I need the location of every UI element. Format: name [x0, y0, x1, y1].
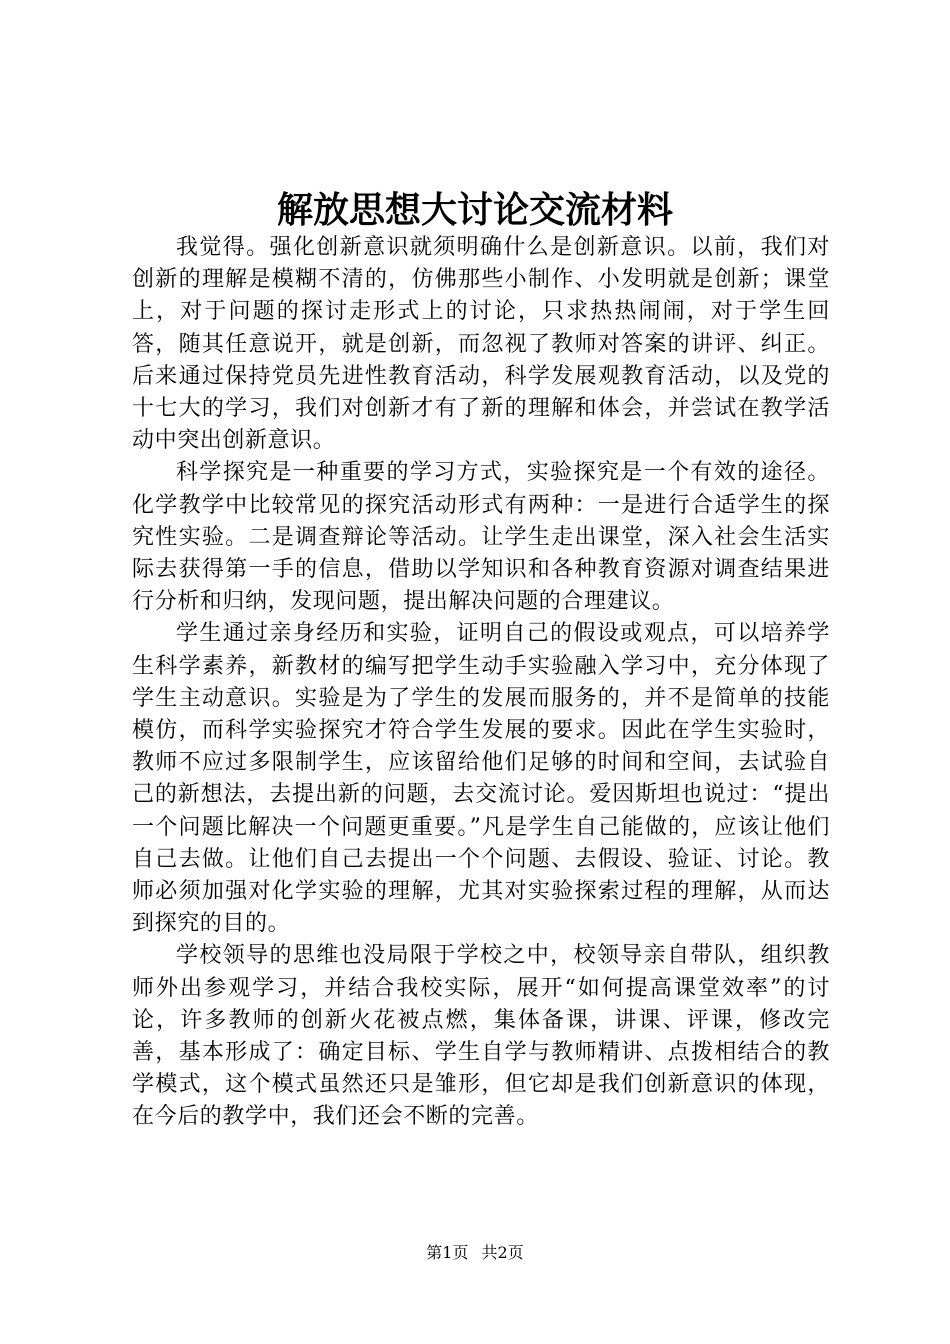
document-title: 解放思想大讨论交流材料 — [276, 189, 673, 231]
paragraph-3: 学生通过亲身经历和实验，证明自己的假设或观点，可以培养学生科学素养，新教材的编写把学生动手实验融入学习中，充分体现了学生主动意识。实验是为了学生的发展而服务的，并不是简单的技能模仿，而科学实验探究才符合学生发展的要求。因此在学生实验时，教师不应过多限制学生，应该留给他们足够的时间和空间，去试验自己的新想法，去提出新的问题，去交流讨论。爱因斯坦也说过：“提出一个问题比解决一个问题更重要。”凡是学生自己能做的，应该让他们自己去做。让他们自己去提出一个个问题、去假设、验证、讨论。教师必须加强对化学实验的理解，尤其对实验探索过程的理解，从而达到探究的目的。 — [132, 621, 830, 937]
paragraph-4: 学校领导的思维也没局限于学校之中，校领导亲自带队，组织教师外出参观学习，并结合我校实际，展开“如何提高课堂效率”的讨论，许多教师的创新火花被点燃，集体备课，讲课、评课，修改完善，基本形成了：确定目标、学生自学与教师精讲、点拨相结合的教学模式，这个模式虽然还只是雏形，但它却是我们创新意识的体现，在今后的教学中，我们还会不断的完善。 — [132, 943, 830, 1130]
paragraph-1: 我觉得。强化创新意识就须明确什么是创新意识。以前，我们对创新的理解是模糊不清的，仿佛那些小制作、小发明就是创新；课堂上，对于问题的探讨走形式上的讨论，只求热热闹闹，对于学生回答，随其任意说开，就是创新，而忽视了教师对答案的讲评、纠正。后来通过保持党员先进性教育活动，科学发展观教育活动，以及党的十七大的学习，我们对创新才有了新的理解和体会，并尝试在教学活动中突出创新意识。 — [132, 235, 830, 454]
document-body — [132, 232, 830, 1134]
page-number-current: 第1页 — [426, 1243, 469, 1262]
paragraph-2: 科学探究是一种重要的学习方式，实验探究是一个有效的途径。化学教学中比较常见的探究活动形式有两种：一是进行合适学生的探究性实验。二是调查辩论等活动。让学生走出课堂，深入社会生活实际去获得第一手的信息，借助以学知识和各种教育资源对调查结果进行分析和归纳，发现问题，提出解决问题的合理建议。 — [132, 460, 830, 615]
page-footer — [0, 1243, 950, 1263]
page-number-total: 共2页 — [481, 1243, 524, 1262]
